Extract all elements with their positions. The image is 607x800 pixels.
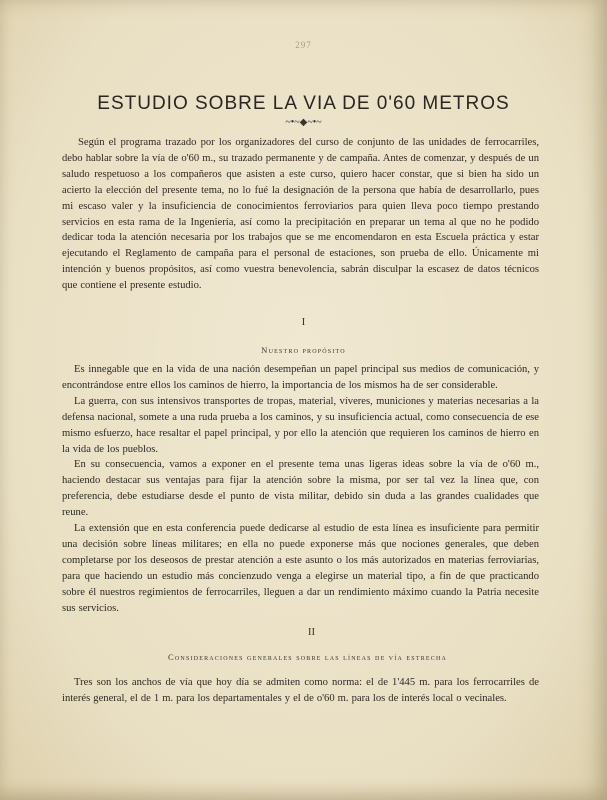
section-1-body xyxy=(62,362,539,617)
section-2-body xyxy=(62,675,539,707)
section-2-heading: Consideraciones generales sobre las líneas de vía estrecha xyxy=(167,652,448,662)
section-1-heading: Nuestro propósito xyxy=(261,345,346,355)
title-ornament: ~•~◆~•~ xyxy=(285,117,322,128)
intro-paragraph: Según el programa trazado por los organizadores del curso de conjunto de las unidades de ferrocarriles, debo hablar sobre la vía de o'60 m., su trazado permanente y de campaña. Antes de comenzar, y después de un saludo respetuoso a los compañeros que asisten a este curso, quiero hacer constar, que si bien ha sido un acierto la elección del presente tema, no lo fué la designación de la persona que había de desarrollarlo, pues mi escaso valer y la insuficiencia de conocimientos ferroviarios para quien lleva poco tiempo prestando servicios en esta rama de la Ingeniería, así como la precipitación en preparar un tema al que no he podido dedicar toda la atención necesaria por los trabajos que se me encomendaron en esta Escuela práctica y estar ejecutando el Reglamento de campaña para el personal de estaciones, son prueba de ello. Únicamente mi intención y buenos propósitos, así como vuestra benevolencia, sabrán disculpar la escasez de datos técnicos que contiene el presente estudio. xyxy=(62,137,539,292)
page-number: 297 xyxy=(295,40,312,50)
section-1-paragraph: Es innegable que en la vida de una nación desempeñan un papel principal sus medios de comunicación, y encontrándose entre ellos los caminos de hierro, la importancia de los mismos ha de ser considerable. xyxy=(62,364,539,391)
intro-block xyxy=(62,135,539,294)
section-1-paragraph: La extensión que en esta conferencia puede dedicarse al estudio de esta línea es insuficiente para permitir una decisión sobre líneas militares; en ella no puede exponerse más que nociones generales, que deben completarse por los deseosos de prestar atención a este asunto o los más autorizados en materias ferroviarias, para que haciendo un estudio más concienzudo venga a elegirse un material tipo, a fin de que practicando sobre él nuestros regimientos de ferrocarriles, lleguen a dar un rendimiento máximo cuando la Patria necesite sus servicios. xyxy=(62,523,539,614)
page-title: ESTUDIO SOBRE LA VIA DE 0'60 METROS xyxy=(97,93,510,114)
section-1-paragraph: En su consecuencia, vamos a exponer en el presente tema unas ligeras ideas sobre la vía de o'60 m., haciendo destacar sus ventajas para fijar la atención sobre la misma, por ser tal vez la línea que, con preferencia, debe estudiarse desde el punto de vista militar, debido sin duda a las grandes cualidades que reune. xyxy=(62,459,539,519)
section-2-paragraph: Tres son los anchos de vía que hoy día se admiten como norma: el de 1'445 m. para los ferrocarriles de interés general, el de 1 m. para los departamentales y el de o'60 m. para los de interés local o vecinales. xyxy=(62,677,539,704)
section-2-number: II xyxy=(307,626,316,638)
section-1-paragraph: La guerra, con sus intensivos transportes de tropas, material, víveres, municiones y materias necesarias a la defensa nacional, somete a una ruda prueba a los caminos, y su insuficiencia actual, como consecuencia de ese mismo esfuerzo, hace resaltar el papel principal, y por ello la atención que requieren los caminos de hierro en la vida de los pueblos. xyxy=(62,395,539,455)
section-1-number: I xyxy=(301,316,306,328)
